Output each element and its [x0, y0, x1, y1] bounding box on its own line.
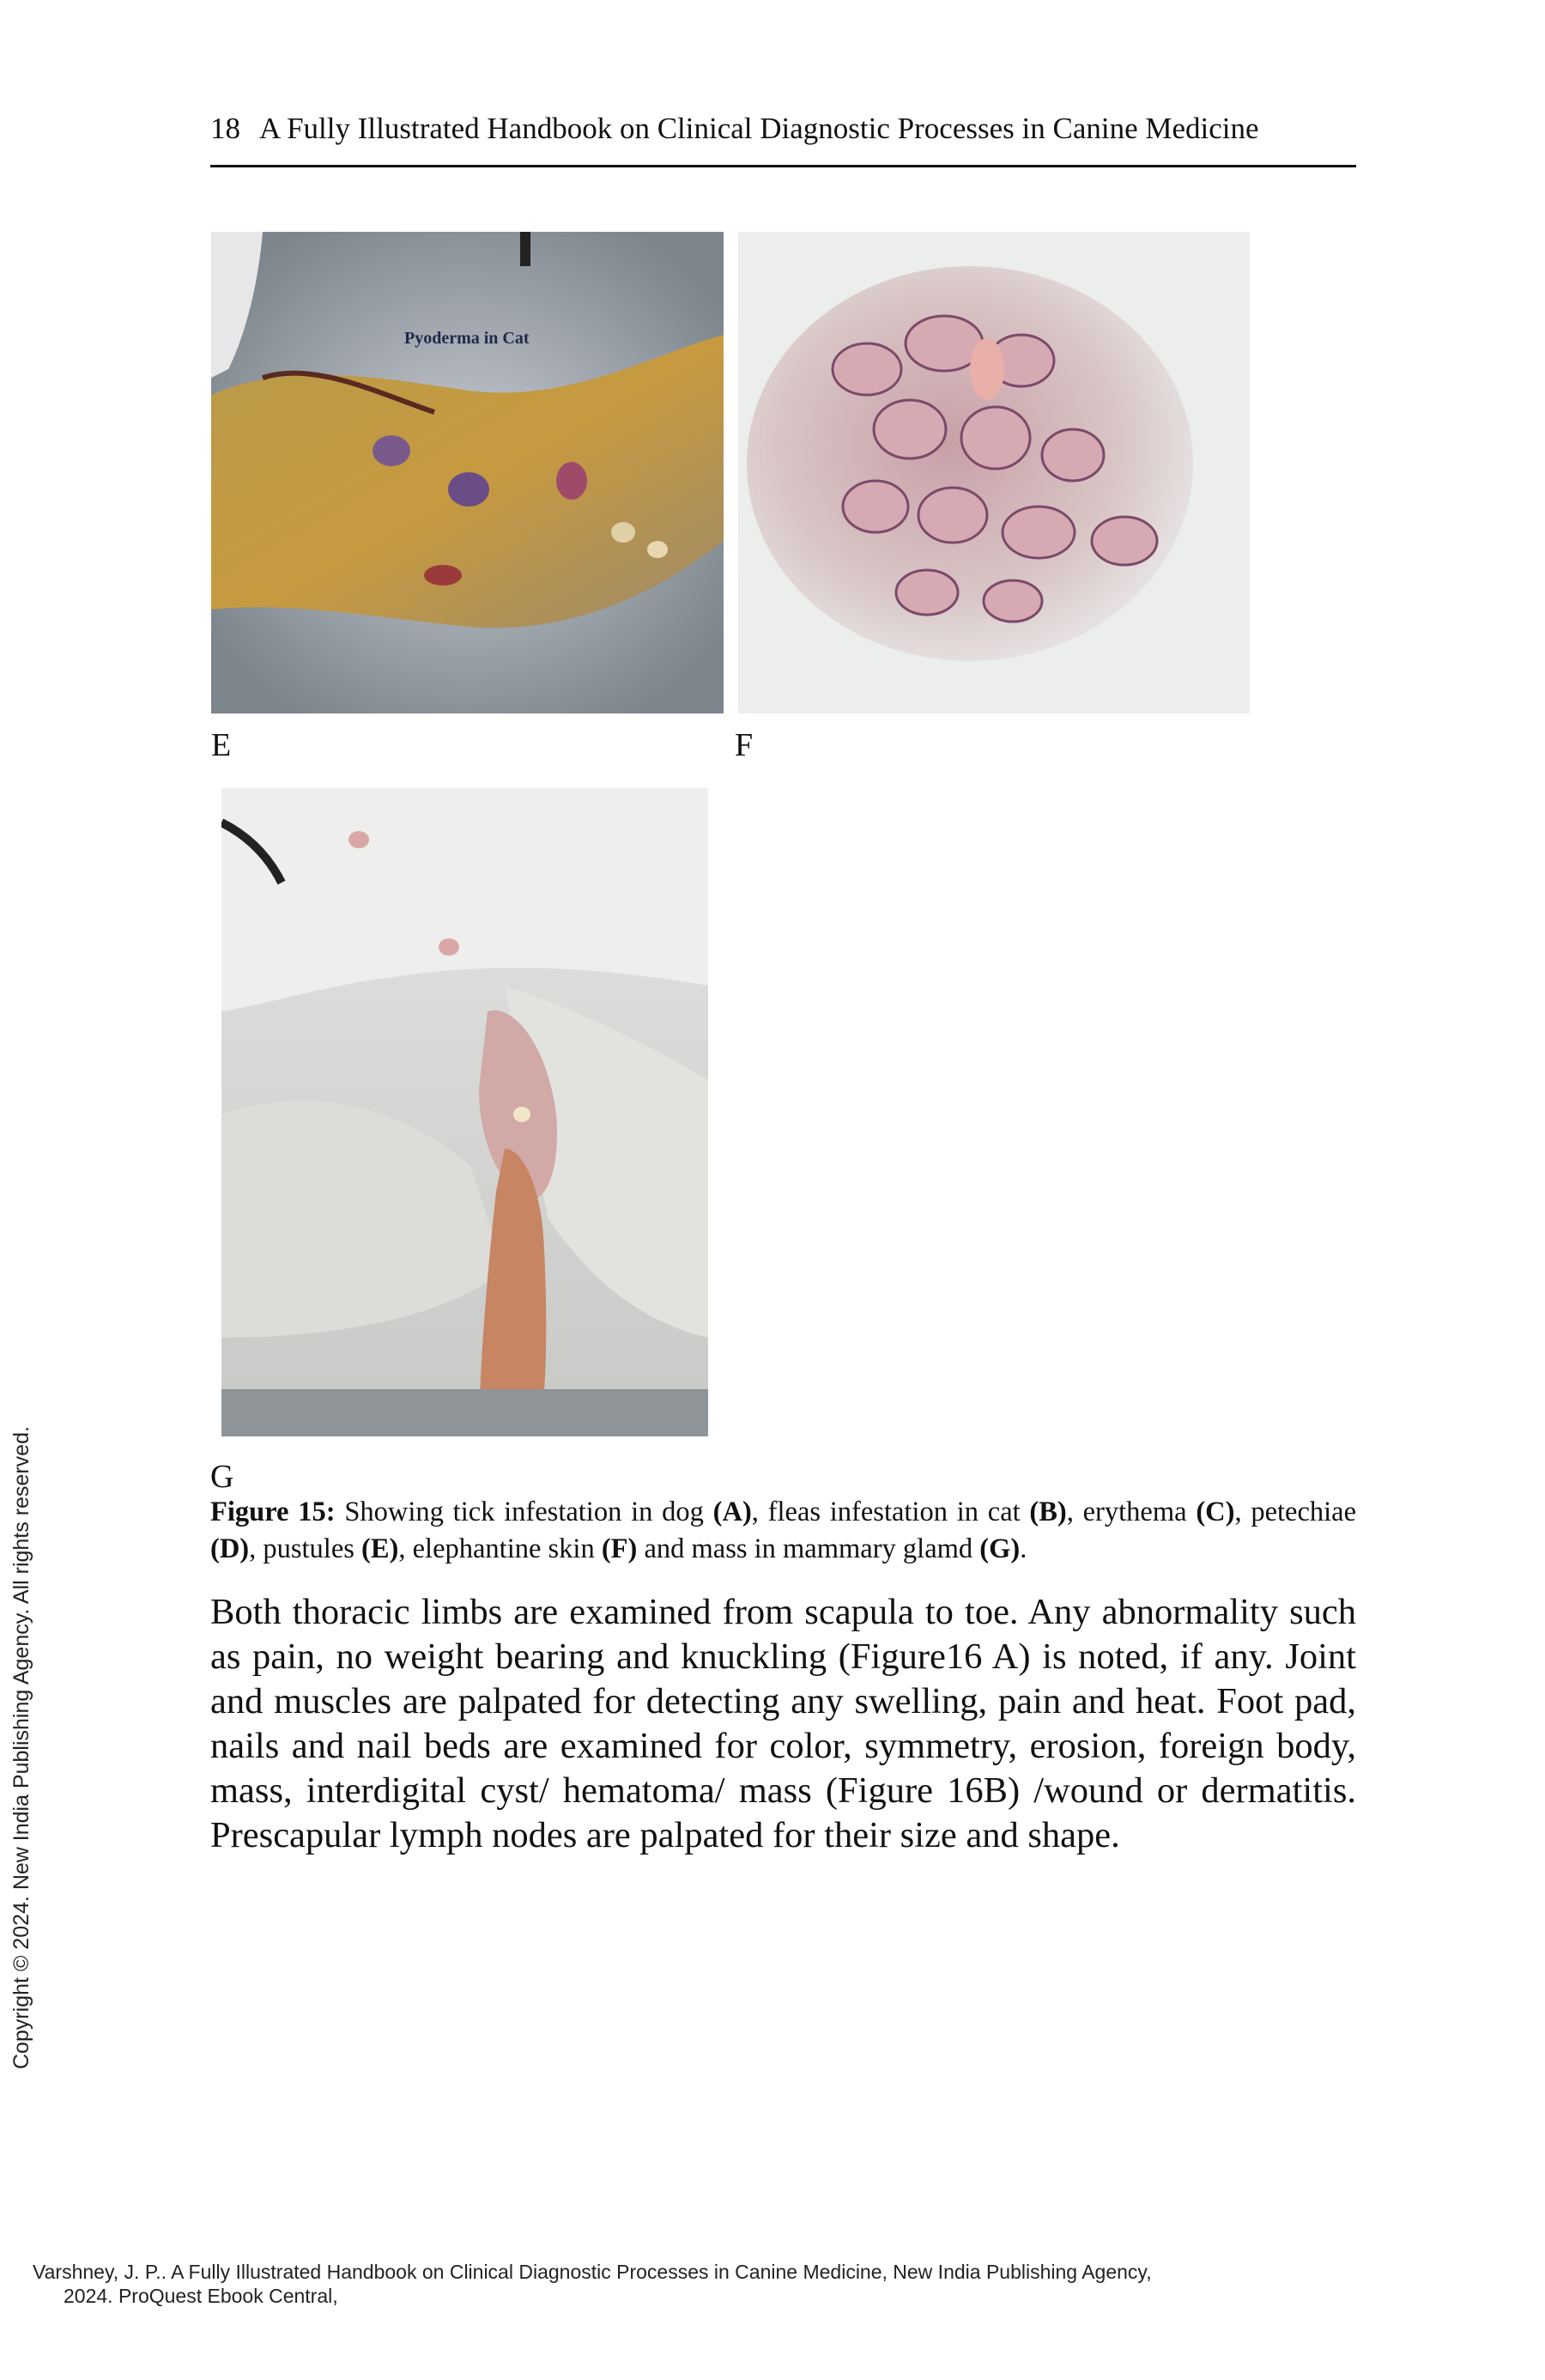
- caption-ref: (G): [979, 1533, 1021, 1564]
- footer-citation: [33, 2260, 1492, 2308]
- caption-text: , erythema: [1066, 1497, 1197, 1527]
- figure-caption: [210, 1494, 1356, 1568]
- caption-ref: (D): [210, 1533, 250, 1564]
- footer-line-1: Varshney, J. P.. A Fully Illustrated Handbook on Clinical Diagnostic Processes in Canine Medicine, New India Publishing Agency,: [33, 2261, 1152, 2283]
- caption-text: , fleas infestation in cat: [751, 1497, 1030, 1527]
- caption-text: Showing tick infestation in dog: [335, 1497, 713, 1527]
- caption-ref: (A): [712, 1497, 752, 1527]
- caption-text: , pustules: [249, 1533, 362, 1564]
- figure-photo-g: [221, 788, 708, 1436]
- book-title: A Fully Illustrated Handbook on Clinical Diagnostic Processes in Canine Medicine: [259, 112, 1259, 145]
- footer-line-2: 2024. ProQuest Ebook Central,: [64, 2285, 338, 2307]
- page-number: 18: [210, 112, 240, 145]
- pyoderma-image-label: Pyoderma in Cat: [404, 329, 530, 348]
- figure-photo-e: [211, 232, 724, 713]
- figure-label-f: F: [735, 727, 754, 763]
- figure-label-e: E: [211, 727, 232, 763]
- caption-text: .: [1020, 1533, 1027, 1564]
- side-copyright: Copyright © 2024. New India Publishing Agency. All rights reserved.: [9, 1426, 33, 2069]
- caption-ref: (F): [601, 1533, 638, 1564]
- caption-ref: (E): [361, 1533, 399, 1564]
- caption-ref: (C): [1196, 1497, 1235, 1527]
- caption-lead: Figure 15:: [210, 1497, 336, 1527]
- caption-text: , elephantine skin: [398, 1533, 602, 1564]
- running-header: [210, 110, 1356, 167]
- caption-text: , petechiae: [1234, 1497, 1357, 1527]
- figure-label-g: G: [210, 1459, 234, 1495]
- body-paragraph: Both thoracic limbs are examined from scapula to toe. Any abnormality such as pain, no weight bearing and knuckling (Figure16 A) is noted, if any. Joint and muscles are palpated for detecting any swelling, pain and heat. Foot pad, nails and nail beds are examined for color, symmetry, erosion, foreign body, mass, interdigital cyst/ hematoma/ mass (Figure 16B) /wound or dermatitis. Prescapular lymph nodes are palpated for their size and shape.: [210, 1592, 1356, 1855]
- caption-text: and mass in mammary glamd: [637, 1533, 980, 1564]
- figure-photo-f: [738, 232, 1250, 713]
- caption-ref: (B): [1029, 1497, 1067, 1527]
